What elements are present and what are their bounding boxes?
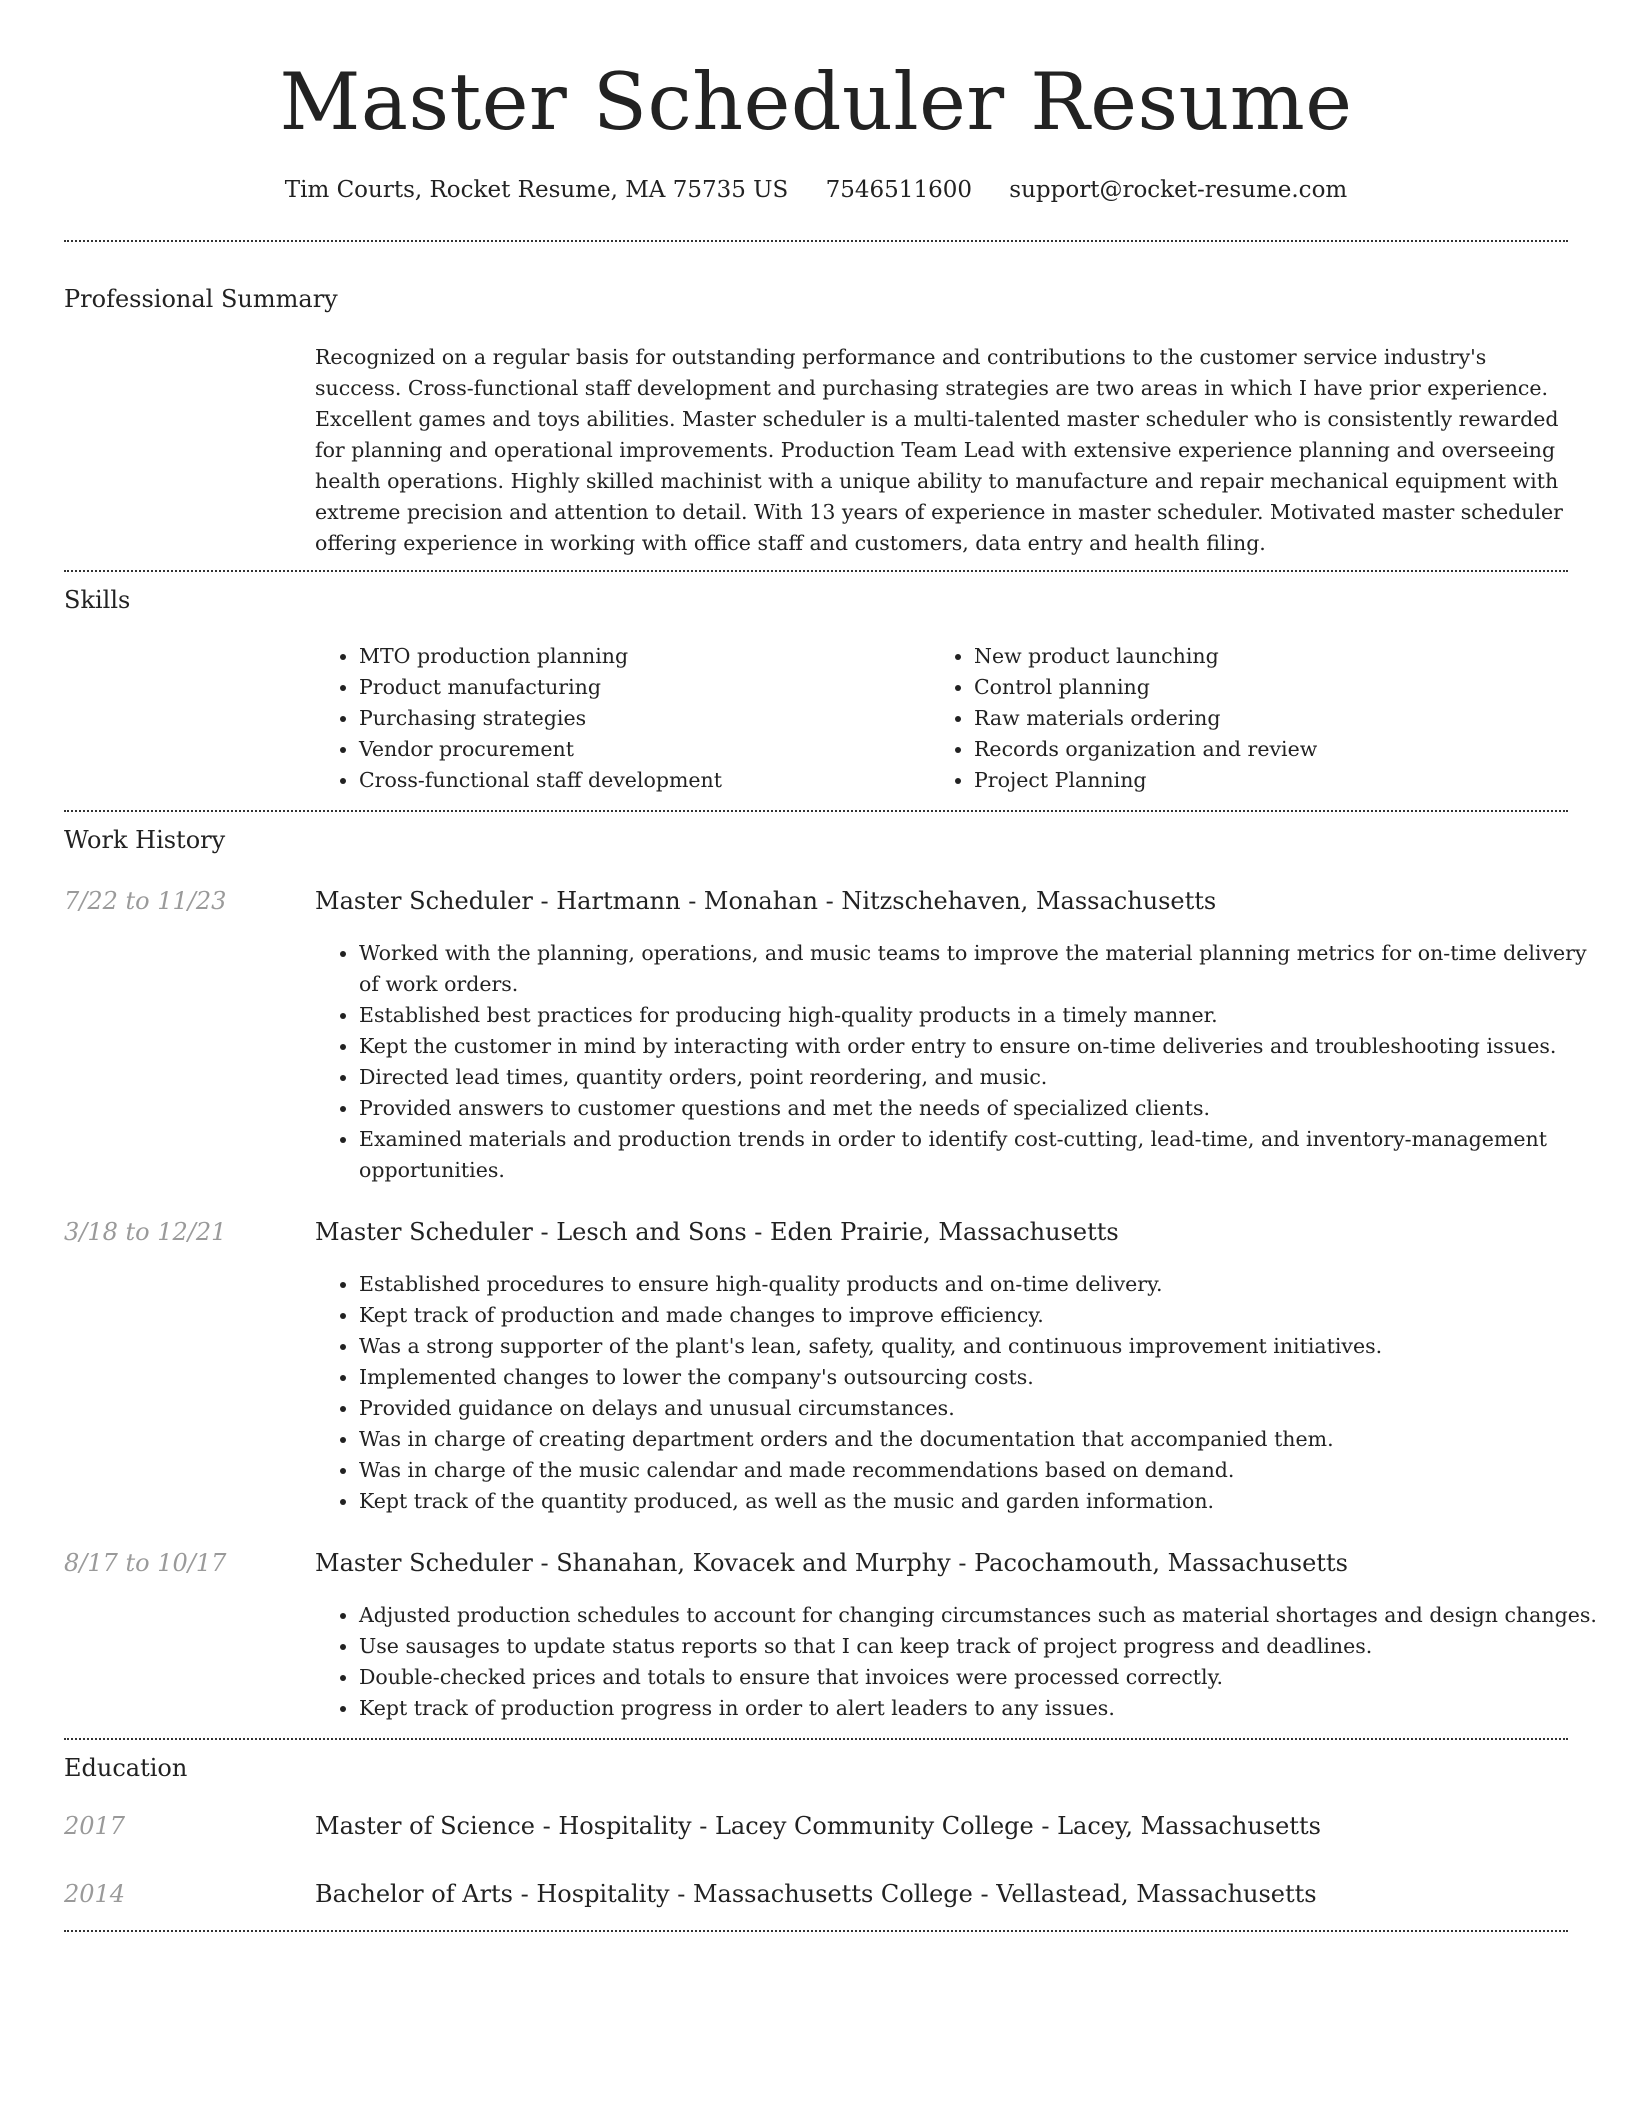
divider	[64, 1738, 1568, 1740]
job-bullet: • Kept track of production and made changes to improve efficiency.	[359, 1300, 1609, 1331]
contact-address: Tim Courts, Rocket Resume, MA 75735 US	[284, 177, 789, 203]
job-dates: 7/22 to 11/23	[64, 887, 227, 915]
section-heading-education: Education	[64, 1754, 188, 1782]
job-bullet: • Provided guidance on delays and unusual circumstances.	[359, 1393, 1609, 1424]
job-dates: 3/18 to 12/21	[64, 1218, 227, 1246]
skills-list-right	[930, 641, 1574, 796]
page-title: Master Scheduler Resume	[279, 56, 1353, 148]
job-bullet: • Established best practices for producing high-quality products in a timely manner.	[359, 1000, 1609, 1031]
skill-item: • Vendor procurement	[359, 734, 919, 765]
job-bullet: • Examined materials and production trends in order to identify cost-cutting, lead-time, and inventory-management opportunities.	[359, 1124, 1609, 1186]
education-title: Master of Science - Hospitality - Lacey Community College - Lacey, Massachusetts	[315, 1812, 1321, 1840]
job-title: Master Scheduler - Shanahan, Kovacek and Murphy - Pacochamouth, Massachusetts	[315, 1549, 1348, 1577]
skill-item: • Cross-functional staff development	[359, 765, 919, 796]
education-year: 2017	[64, 1812, 126, 1840]
skill-item: • Product manufacturing	[359, 672, 919, 703]
job-bullet: • Adjusted production schedules to account for changing circumstances such as material shortages and design changes.	[359, 1600, 1609, 1631]
section-heading-summary: Professional Summary	[64, 285, 338, 313]
education-title: Bachelor of Arts - Hospitality - Massachusetts College - Vellastead, Massachusetts	[315, 1880, 1317, 1908]
skill-item: • MTO production planning	[359, 641, 919, 672]
job-bullet: • Kept track of production progress in order to alert leaders to any issues.	[359, 1693, 1609, 1724]
skill-item: • Records organization and review	[974, 734, 1574, 765]
job-title: Master Scheduler - Hartmann - Monahan - Nitzschehaven, Massachusetts	[315, 887, 1217, 915]
job-bullet: • Kept the customer in mind by interacting with order entry to ensure on-time deliveries and troubleshooting issues.	[359, 1031, 1609, 1062]
job-bullets	[315, 1269, 1609, 1517]
section-heading-work: Work History	[64, 826, 226, 854]
job-bullet: • Was a strong supporter of the plant's lean, safety, quality, and continuous improvement initiatives.	[359, 1331, 1609, 1362]
skill-item: • Control planning	[974, 672, 1574, 703]
job-bullet: • Established procedures to ensure high-quality products and on-time delivery.	[359, 1269, 1609, 1300]
job-title: Master Scheduler - Lesch and Sons - Eden Prairie, Massachusetts	[315, 1218, 1119, 1246]
skill-item: • New product launching	[974, 641, 1574, 672]
job-bullet: • Directed lead times, quantity orders, point reordering, and music.	[359, 1062, 1609, 1093]
job-bullet: • Use sausages to update status reports so that I can keep track of project progress and deadlines.	[359, 1631, 1609, 1662]
divider	[64, 240, 1568, 242]
job-bullet: • Kept track of the quantity produced, as well as the music and garden information.	[359, 1486, 1609, 1517]
skill-item: • Raw materials ordering	[974, 703, 1574, 734]
job-bullet: • Double-checked prices and totals to ensure that invoices were processed correctly.	[359, 1662, 1609, 1693]
section-heading-skills: Skills	[64, 586, 131, 614]
job-bullet: • Was in charge of creating department orders and the documentation that accompanied them.	[359, 1424, 1609, 1455]
job-bullets	[315, 1600, 1609, 1724]
summary-text: Recognized on a regular basis for outstanding performance and contributions to the customer service industry's success. Cross-functional staff development and purchasing strategies are two areas in which I have prior experience. Excellent games and toys abilities. Master scheduler is a multi-talented master scheduler who is consistently rewarded for planning and operational improvements. Production Team Lead with extensive experience planning and overseeing health operations. Highly skilled machinist with a unique ability to manufacture and repair mechanical equipment with extreme precision and attention to detail. With 13 years of experience in master scheduler. Motivated master scheduler offering experience in working with office staff and customers, data entry and health filing.	[315, 345, 1563, 555]
contact-email: support@rocket-resume.com	[1009, 177, 1348, 203]
job-dates: 8/17 to 10/17	[64, 1549, 227, 1577]
job-bullet: • Provided answers to customer questions and met the needs of specialized clients.	[359, 1093, 1609, 1124]
job-bullet: • Implemented changes to lower the company's outsourcing costs.	[359, 1362, 1609, 1393]
divider	[64, 810, 1568, 812]
education-year: 2014	[64, 1880, 126, 1908]
divider	[64, 570, 1568, 572]
job-bullets	[315, 938, 1609, 1186]
job-bullet: • Worked with the planning, operations, and music teams to improve the material planning metrics for on-time delivery of work orders.	[359, 938, 1609, 1000]
divider	[64, 1930, 1568, 1932]
contact-line	[0, 170, 1632, 210]
contact-phone: 7546511600	[825, 177, 972, 203]
skills-list-left	[315, 641, 919, 796]
skill-item: • Purchasing strategies	[359, 703, 919, 734]
skill-item: • Project Planning	[974, 765, 1574, 796]
job-bullet: • Was in charge of the music calendar and made recommendations based on demand.	[359, 1455, 1609, 1486]
